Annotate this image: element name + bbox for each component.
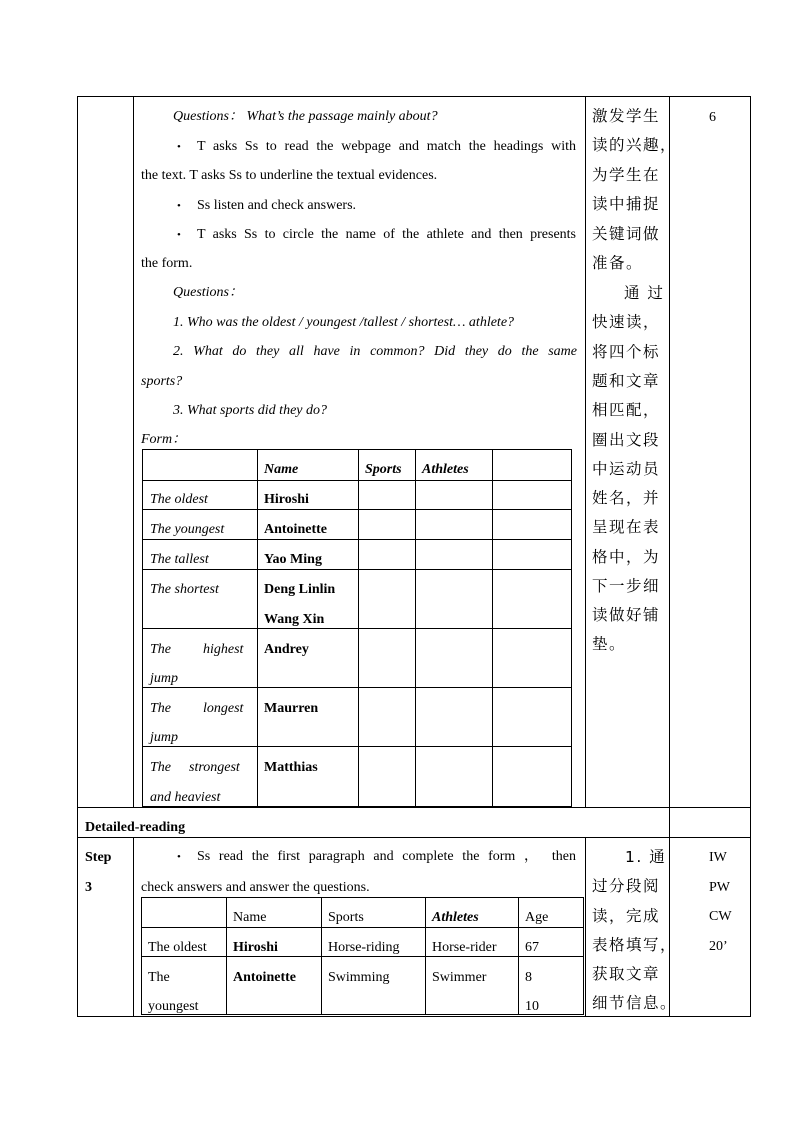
bullet-text-cont: the text. T asks Ss to underline the textual evidences. bbox=[141, 168, 438, 183]
purpose-line: 读中捕捉 bbox=[592, 195, 661, 213]
questions-intro: Questions： What’s the passage mainly about? bbox=[173, 109, 438, 124]
mode-pw: PW bbox=[709, 880, 730, 895]
purpose-line: 读的兴趣， bbox=[592, 136, 678, 154]
form-row-label: jump bbox=[150, 730, 178, 745]
purpose-line: 下一步细 bbox=[592, 577, 661, 595]
purpose-line: 细节信息。 bbox=[592, 994, 678, 1012]
step3-header-name: Name bbox=[233, 910, 267, 925]
purpose-line: 表格填写， bbox=[592, 936, 678, 954]
form-header-name: Name bbox=[264, 462, 299, 477]
step3-instruction-cont: check answers and answer the questions. bbox=[141, 880, 370, 895]
purpose-line: 相匹配， bbox=[592, 401, 661, 419]
step3-instruction: Ss read the first paragraph and complete the form ， then bbox=[197, 849, 576, 864]
form-row-name: Wang Xin bbox=[264, 612, 325, 627]
step3-row-athlete: Horse-rider bbox=[432, 940, 497, 955]
form-row-name: Yao Ming bbox=[264, 552, 322, 567]
form-row-label: The oldest bbox=[150, 492, 208, 507]
step3-row-age: 8 bbox=[525, 970, 532, 985]
bullet-text-cont: the form. bbox=[141, 256, 193, 271]
step-label: Step bbox=[85, 850, 112, 865]
purpose-line: 通 过 bbox=[624, 284, 665, 302]
form-row-label: The youngest bbox=[150, 522, 225, 537]
mode-iw: IW bbox=[709, 850, 727, 865]
form-row-name: Hiroshi bbox=[264, 492, 309, 507]
purpose-line: 圈出文段 bbox=[592, 431, 661, 449]
purpose-line: 1. 通 bbox=[625, 848, 667, 866]
purpose-line: 中运动员 bbox=[592, 460, 661, 478]
form-row-label: longest bbox=[203, 701, 244, 716]
step3-header-athletes: Athletes bbox=[432, 910, 479, 925]
questions-label: Questions： bbox=[173, 285, 243, 300]
purpose-line: 为学生在 bbox=[592, 166, 661, 184]
form-row-label: The bbox=[150, 642, 171, 657]
bullet-icon: • bbox=[177, 229, 181, 241]
form-row-name: Maurren bbox=[264, 701, 319, 716]
form-row-name: Antoinette bbox=[264, 522, 327, 537]
bullet-text: T asks Ss to circle the name of the athlete and then presents bbox=[197, 227, 576, 242]
form-header-athletes: Athletes bbox=[422, 462, 469, 477]
time-value: 6 bbox=[709, 110, 716, 125]
purpose-line: 关键词做 bbox=[592, 225, 661, 243]
form-row-name: Matthias bbox=[264, 760, 318, 775]
form-row-label: The shortest bbox=[150, 582, 219, 597]
bullet-text: Ss listen and check answers. bbox=[197, 198, 357, 213]
purpose-line: 呈现在表 bbox=[592, 518, 661, 536]
step3-row-label: The oldest bbox=[148, 940, 207, 955]
step3-time: 20’ bbox=[709, 939, 728, 954]
section-title: Detailed-reading bbox=[85, 820, 186, 835]
purpose-line: 激发学生 bbox=[592, 107, 661, 125]
purpose-line: 过分段阅 bbox=[592, 877, 661, 895]
step3-row-age: 10 bbox=[525, 999, 539, 1014]
step3-header-age: Age bbox=[525, 910, 549, 925]
question-3: 3. What sports did they do? bbox=[173, 403, 327, 418]
purpose-line: 将四个标 bbox=[592, 343, 661, 361]
form-row-label: The bbox=[150, 760, 171, 775]
form-header-sports: Sports bbox=[365, 462, 402, 477]
purpose-line: 垫。 bbox=[592, 635, 627, 653]
purpose-line: 获取文章 bbox=[592, 965, 661, 983]
form-row-label: jump bbox=[150, 671, 178, 686]
step3-row-label: The bbox=[148, 970, 170, 985]
form-row-label: strongest bbox=[189, 760, 240, 775]
step-number: 3 bbox=[85, 880, 92, 895]
bullet-icon: • bbox=[177, 200, 181, 212]
form-label: Form： bbox=[141, 432, 187, 447]
bullet-text: T asks Ss to read the webpage and match the headings with bbox=[197, 139, 576, 154]
bullet-icon: • bbox=[177, 141, 181, 153]
purpose-line: 格中，为 bbox=[592, 548, 661, 566]
question-2-cont: sports? bbox=[141, 374, 183, 389]
purpose-line: 读，完成 bbox=[592, 907, 661, 925]
step3-row-sport: Horse-riding bbox=[328, 940, 400, 955]
step3-row-label: youngest bbox=[148, 999, 199, 1014]
step3-row-age: 67 bbox=[525, 940, 539, 955]
form-row-name: Deng Linlin bbox=[264, 582, 336, 597]
purpose-line: 快速读， bbox=[592, 313, 661, 331]
step3-row-name: Hiroshi bbox=[233, 940, 278, 955]
purpose-line: 姓名，并 bbox=[592, 489, 661, 507]
purpose-line: 读做好铺 bbox=[592, 606, 661, 624]
step3-row-sport: Swimming bbox=[328, 970, 390, 985]
purpose-line: 题和文章 bbox=[592, 372, 661, 390]
form-row-label: The bbox=[150, 701, 171, 716]
bullet-icon: • bbox=[177, 851, 181, 863]
form-row-label: and heaviest bbox=[150, 790, 221, 805]
question-2: 2. What do they all have in common? Did they do the same bbox=[173, 344, 577, 359]
step3-row-name: Antoinette bbox=[233, 970, 296, 985]
step3-header-sports: Sports bbox=[328, 910, 364, 925]
form-row-label: highest bbox=[203, 642, 244, 657]
form-row-name: Andrey bbox=[264, 642, 309, 657]
purpose-line: 准备。 bbox=[592, 254, 644, 272]
form-row-label: The tallest bbox=[150, 552, 209, 567]
question-1: 1. Who was the oldest / youngest /tallest / shortest… athlete? bbox=[173, 315, 515, 330]
step3-row-athlete: Swimmer bbox=[432, 970, 487, 985]
mode-cw: CW bbox=[709, 909, 732, 924]
